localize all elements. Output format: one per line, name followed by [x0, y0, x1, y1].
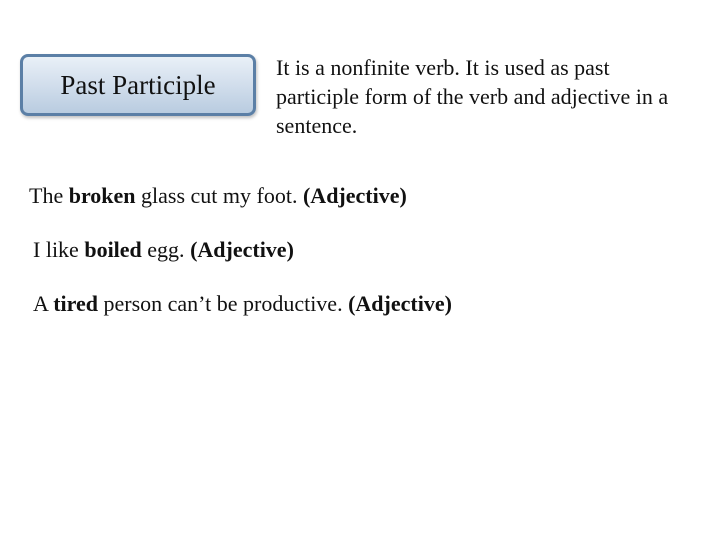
definition-text: It is a nonfinite verb. It is used as past participle form of the verb and adjective in a sentence. — [276, 55, 669, 138]
example-tag: (Adjective) — [348, 291, 452, 316]
example-bold-word: boiled — [84, 237, 142, 262]
slide-title: Past Participle — [60, 69, 216, 100]
example-text: egg. — [141, 237, 191, 262]
example-tag: (Adjective) — [190, 237, 294, 262]
example-text: I like — [33, 237, 85, 262]
title-box — [20, 54, 256, 116]
example-sentence-3 — [33, 291, 452, 317]
example-text: A — [33, 291, 54, 316]
example-text: The — [29, 183, 69, 208]
example-text: glass cut my foot. — [135, 183, 303, 208]
example-bold-word: broken — [68, 183, 136, 208]
example-text: person can’t be productive. — [98, 291, 349, 316]
example-tag: (Adjective) — [302, 183, 407, 208]
example-bold-word: tired — [53, 291, 98, 316]
example-sentence-1 — [29, 183, 407, 209]
example-sentence-2 — [33, 237, 294, 263]
